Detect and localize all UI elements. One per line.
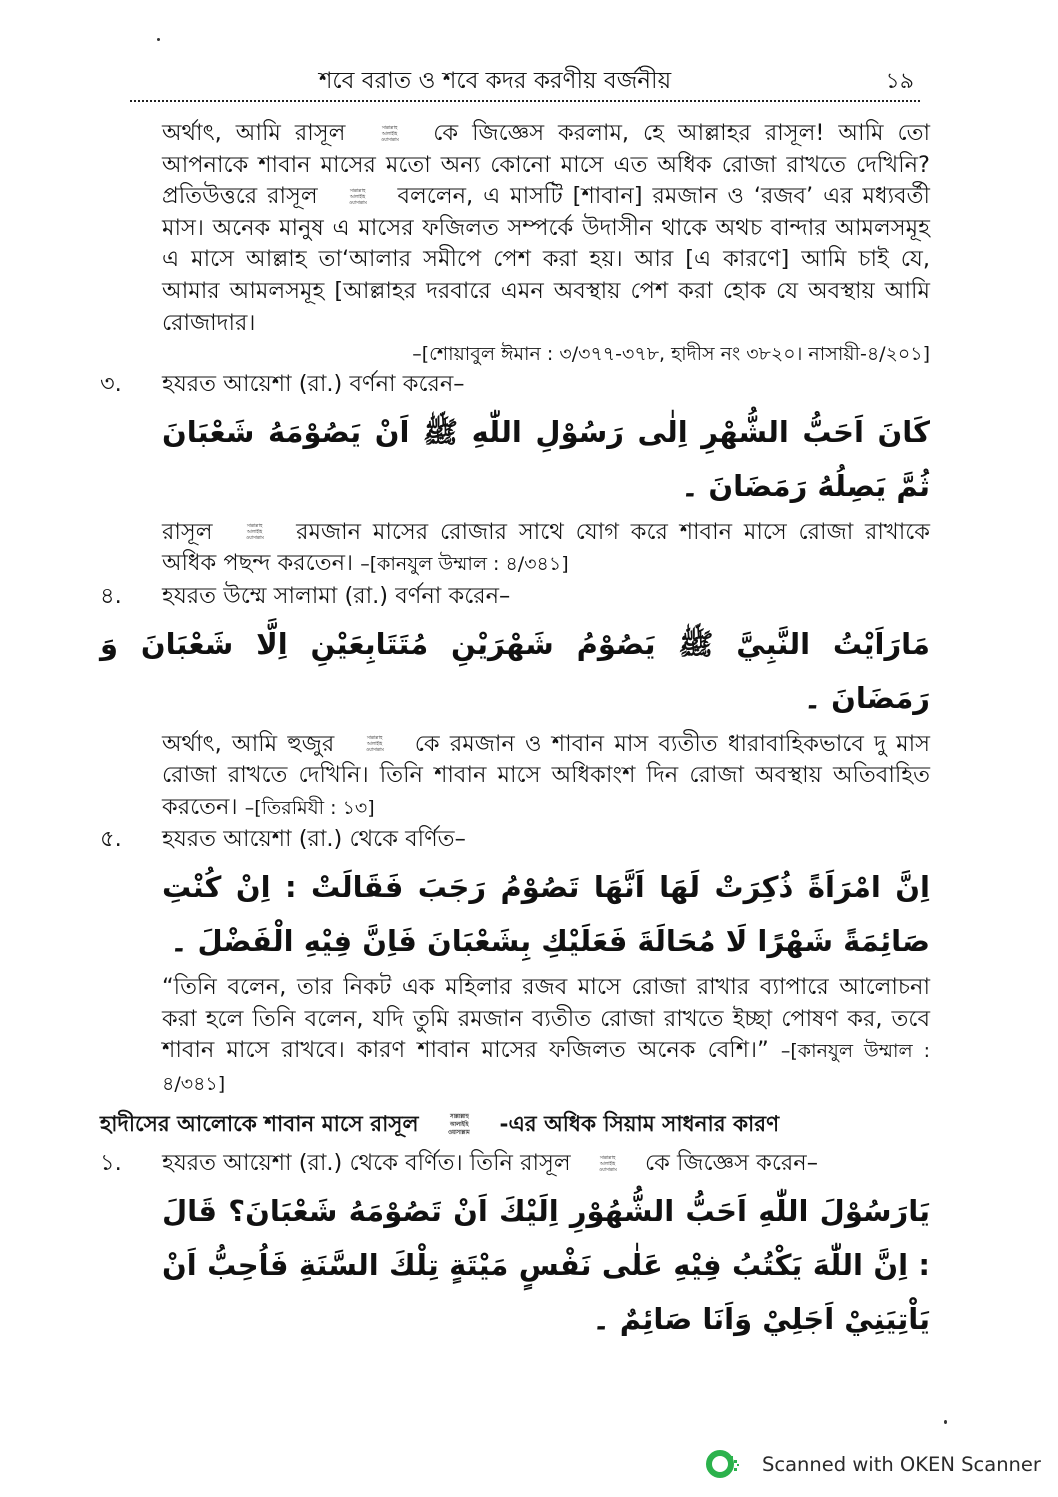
honorific-stamp-icon: সাল্লাল্লাহু আলাইহি ওয়াসাল্লাম [380, 124, 399, 143]
honorific-stamp-icon: সাল্লাল্লাহু আলাইহি ওয়াসাল্লাম [245, 523, 264, 542]
honorific-stamp-icon: সাল্লাল্লাহু আলাইহি ওয়াসাল্লাম [448, 1113, 470, 1137]
page-header [130, 56, 920, 100]
text: অর্থাৎ, আমি রাসূল [162, 120, 346, 146]
scanner-watermark [706, 1446, 1041, 1482]
hadith-item-4 [100, 581, 930, 613]
citation: –[কানযুল উম্মাল : ৪/৩৪১] [360, 553, 569, 576]
hadith-item-3 [100, 369, 930, 401]
text: অর্থাৎ, আমি হুজুর [162, 730, 335, 757]
heading-text: -এর অধিক সিয়াম সাধনার কারণ [499, 1112, 780, 1138]
citation: –[তিরমিযী : ১৩] [244, 796, 375, 819]
scan-speck [157, 38, 160, 41]
citation: –[শোয়াবুল ঈমান : ৩/৩৭৭-৩৭৮, হাদীস নং ৩৮২০। নাসায়ী-৪/২০১] [412, 343, 930, 366]
scan-speck [944, 1420, 947, 1424]
arabic-text: يَارَسُوْلَ اللّٰهِ اَحَبُّ الشُّهُوْرِ اِلَيْكَ اَنْ تَصُوْمَهُ شَعْبَانَ؟ قَالَ : اِنَّ اللّٰهَ يَكْتُبُ فِيْهِ عَلٰى نَفْسٍ مَيْتَةٍ تِلْكَ السَّنَةِ فَاُحِبُّ اَنْ يَاْتِيَنِيْ اَجَلِيْ وَاَنَا صَائِمٌ ۔ [162, 1193, 930, 1336]
item-number: ৫. [100, 826, 122, 853]
text: হযরত আয়েশা (রা.) থেকে বর্ণিত। তিনি রাসূল [162, 1150, 571, 1177]
paragraph-translation [162, 517, 930, 581]
item-number: ১. [100, 1150, 122, 1177]
item-number: ৩. [100, 371, 122, 398]
honorific-stamp-icon: সাল্লাল্লাহু আলাইহি ওয়াসাল্লাম [365, 735, 384, 754]
heading-text: হাদীসের আলোকে শাবান মাসে রাসূল [100, 1112, 419, 1138]
text: “তিনি বলেন, তার নিকট এক মহিলার রজব মাসে রোজা রাখার ব্যাপারে আলোচনা করা হলে তিনি বলেন, যদি তুমি রমজান ব্যতীত রোজা রাখতে ইচ্ছা পোষণ কর, তবে শাবান মাসে রাখবে। কারণ শাবান মাসের ফজিলত অনেক বেশি।” [162, 973, 930, 1064]
item-intro: হযরত উম্মে সালামা (রা.) বর্ণনা করেন– [162, 582, 511, 609]
section-heading [100, 1108, 930, 1142]
paragraph-translation [162, 118, 930, 339]
page-number: ১৯ [885, 69, 914, 94]
item-intro: হযরত আয়েশা (রা.) থেকে বর্ণিত– [162, 826, 466, 853]
paragraph-translation [162, 972, 930, 1100]
hadith-item-1 [100, 1148, 930, 1180]
honorific-stamp-icon: সাল্লাল্লাহু আলাইহি ওয়াসাল্লাম [598, 1154, 617, 1173]
text: রমজান মাসের রোজার সাথে যোগ করে শাবান মাসে রোজা রাখাকে অধিক পছন্দ করতেন। [162, 518, 930, 577]
text: বললেন, এ মাসটি [শাবান] রমজান ও ‘রজব’ এর মধ্যবর্তী মাস। অনেক মানুষ এ মাসের ফজিলত সম্পর্কে উদাসীন থাকে অথচ বান্দার আমলসমূহ এ মাসে আল্লাহ তা‘আলার সমীপে পেশ করা হয়। আর [এ কারণে] আমি চাই যে, আমার আমলসমূহ [আল্লাহর দরবারে এমন অবস্থায় পেশ করা হোক যে অবস্থায় আমি রোজাদার। [162, 183, 930, 336]
text: রাসূল [162, 518, 213, 545]
item-intro: হযরত আয়েশা (রা.) বর্ণনা করেন– [162, 371, 465, 398]
arabic-text: كَانَ اَحَبُّ الشُّهْرِ اِلٰى رَسُوْلِ اللّٰهِ ﷺ اَنْ يَصُوْمَهُ شَعْبَانَ ثُمَّ يَصِلُهُ رَمَضَانَ ۔ [162, 414, 930, 503]
running-title: শবে বরাত ও শবে কদর করণীয় বর্জনীয় [318, 68, 672, 94]
dotted-rule [130, 100, 920, 102]
oken-logo-icon [706, 1446, 742, 1482]
text: কে জিজ্ঞেস করলাম, হে আল্লাহর রাসূল! আমি তো আপনাকে শাবান মাসের মতো অন্য কোনো মাসে এত অধিক রোজা রাখতে দেখিনি? প্রতিউত্তরে রাসূল [162, 120, 930, 210]
arabic-text: اِنَّ امْرَاَةً ذُكِرَتْ لَهَا اَنَّهَا تَصُوْمُ رَجَبَ فَقَالَتْ : اِنْ كُنْتِ صَائِمَةً شَهْرًا لَا مُحَالَةَ فَعَلَيْكِ بِشَعْبَانَ فَاِنَّ فِيْهِ الْفَضْلَ ۔ [162, 869, 930, 958]
arabic-text: مَارَاَيْتُ النَّبِيَّ ﷺ يَصُوْمُ شَهْرَيْنِ مُتَتَابِعَيْنِ اِلَّا شَعْبَانَ وَ رَمَضَانَ ۔ [100, 626, 930, 715]
honorific-stamp-icon: সাল্লাল্লাহু আলাইহি ওয়াসাল্লাম [348, 187, 367, 206]
text: কে জিজ্ঞেস করেন– [644, 1150, 818, 1177]
paragraph-translation [162, 729, 930, 825]
hadith-item-5 [100, 824, 930, 856]
item-number: ৪. [100, 582, 122, 609]
text: কে রমজান ও শাবান মাস ব্যতীত ধারাবাহিকভাবে দু মাস রোজা রাখতে দেখিনি। তিনি শাবান মাসে অধিকাংশ দিন রোজা অবস্থায় অতিবাহিত করতেন। [162, 730, 931, 820]
page-body [100, 118, 930, 1350]
citation: –[কানযুল উম্মাল : ৪/৩৪১] [162, 1040, 931, 1095]
watermark-text: Scanned with OKEN Scanner [762, 1452, 1041, 1476]
item-intro [162, 1148, 930, 1180]
